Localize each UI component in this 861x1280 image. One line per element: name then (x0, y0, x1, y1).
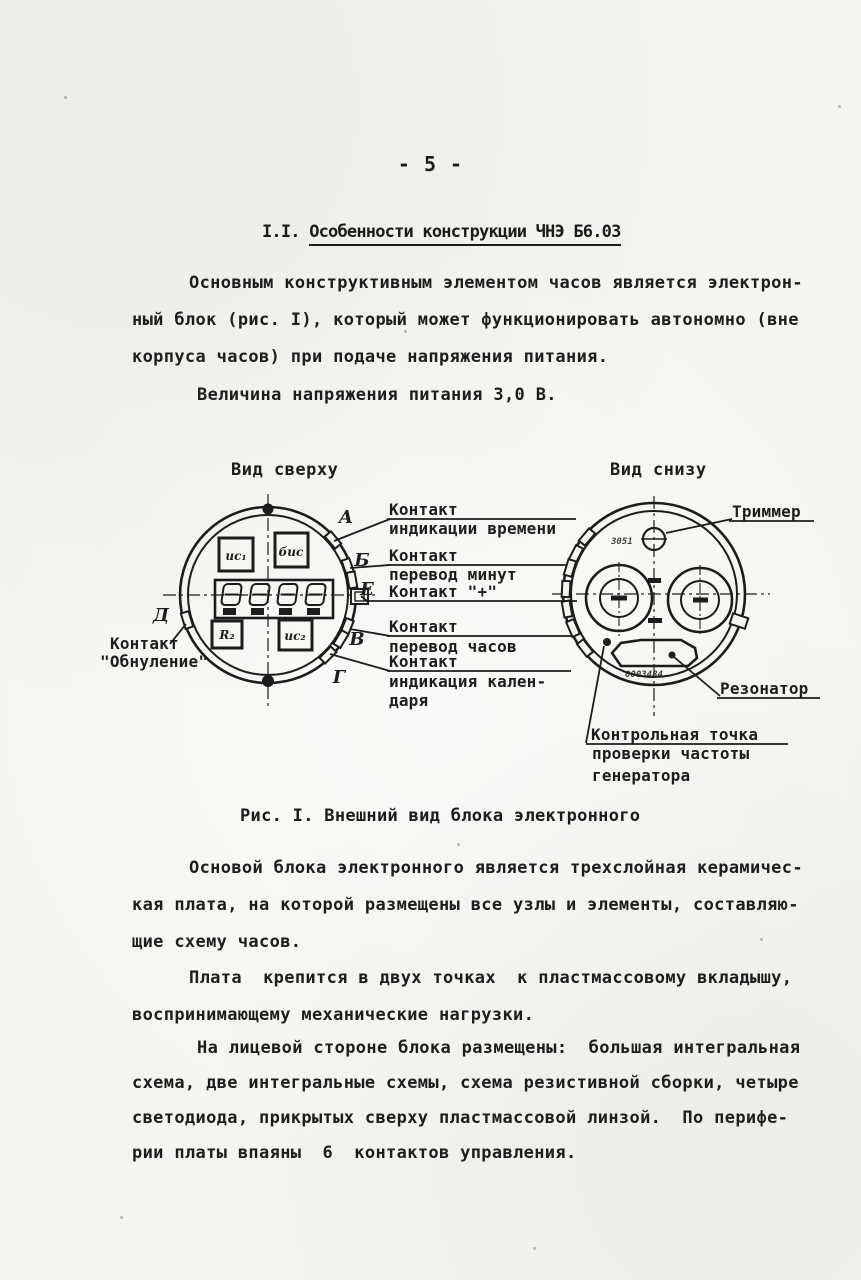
led-display (215, 580, 333, 618)
body-line: корпуса часов) при подаче напряжения питания. (132, 347, 609, 367)
figure-drawing (0, 448, 861, 800)
body-line: кая плата, на которой размещены все узлы и элементы, составляю- (132, 895, 799, 915)
component-label-ic2: ис₂ (284, 629, 306, 643)
display-digits (221, 584, 326, 605)
contact-tick (333, 630, 348, 648)
callout-e-line1: Контакт "+" (389, 582, 498, 601)
callout-control-point-line1: Контрольная точка (591, 725, 759, 744)
contact-tick (577, 639, 593, 657)
contact-tick (562, 581, 571, 597)
marking-top: 3051 (611, 537, 633, 547)
body-line: щие схему часов. (132, 932, 302, 952)
contact-letter-d: Д (152, 605, 170, 626)
callout-control-point-line3: генератора (592, 766, 691, 785)
callout-v-line2: перевод часов (389, 637, 517, 656)
callout-v-line1: Контакт (389, 617, 458, 636)
callout-trimmer: Триммер (732, 502, 801, 521)
contact-tick (730, 613, 749, 628)
scan-speckle (838, 105, 841, 108)
section-number: I.I. (262, 222, 310, 242)
bottom-view-diagram (552, 460, 820, 785)
callout-b-line1: Контакт (389, 546, 458, 565)
contact-letter-v: В (349, 629, 365, 650)
body-line: светодиода, прикрытых сверху пластмассовой линзой. По перифе- (132, 1108, 789, 1128)
control-point-dot (603, 638, 611, 646)
marking-bottom: 0003484 (625, 670, 663, 680)
body-line: ный блок (рис. I), который может функционировать автономно (вне (132, 310, 799, 330)
callout-d-line1: Контакт (110, 634, 179, 653)
battery-contact-left (586, 562, 652, 636)
component-label-ic1: ис₁ (225, 549, 247, 563)
scan-speckle (64, 96, 67, 99)
scan-speckle (760, 938, 763, 941)
body-line: Плата крепится в двух точках к пластмассовому вкладышу, (189, 968, 793, 988)
bottom-view-title: Вид снизу (610, 460, 707, 480)
mount-dot-top (263, 504, 274, 515)
callout-a-line2: индикации времени (389, 519, 557, 538)
page-number: - 5 - (397, 152, 464, 176)
display-day-windows (223, 608, 320, 615)
callout-d-line2: "Обнуление" (100, 652, 209, 671)
contact-tick (562, 600, 573, 617)
contact-letter-e: Е (360, 579, 374, 600)
body-line: На лицевой стороне блока размещены: большая интегральная (197, 1038, 801, 1058)
contact-tick (347, 571, 358, 588)
callout-b-line2: перевод минут (389, 565, 517, 584)
contact-letter-a: А (338, 507, 354, 528)
battery-contact-right (668, 565, 732, 637)
top-view-title: Вид сверху (231, 460, 339, 480)
callout-a-line1: Контакт (389, 500, 458, 519)
scan-speckle (293, 313, 296, 316)
callout-control-point-line2: проверки частоты (592, 744, 750, 763)
top-view-diagram (100, 460, 577, 710)
contact-letter-b: Б (354, 550, 370, 571)
callout-g-line2: индикация кален- (389, 672, 547, 691)
centerline-tick-lower (648, 618, 662, 623)
scan-speckle (533, 1247, 536, 1250)
callout-g-line3: даря (389, 691, 429, 710)
callout-g-line1: Контакт (389, 652, 458, 671)
contact-letter-g: Г (332, 667, 346, 688)
component-label-bis: бис (278, 545, 304, 559)
body-line: Величина напряжения питания 3,0 В. (197, 385, 557, 405)
section-title: Особенности конструкции ЧНЭ Б6.03 (309, 222, 620, 246)
section-heading (262, 222, 621, 242)
body-line: Основным конструктивным элементом часов является электрон- (189, 273, 803, 293)
scan-speckle (120, 1216, 123, 1219)
figure-caption: Рис. I. Внешний вид блока электронного (240, 806, 641, 826)
scan-speckle (457, 843, 460, 846)
scan-speckle (404, 330, 407, 333)
body-line: схема, две интегральные схемы, схема резистивной сборки, четыре (132, 1073, 799, 1093)
component-label-r2: R₂ (219, 628, 235, 642)
callout-resonator: Резонатор (720, 679, 809, 698)
body-line: воспринимающему механические нагрузки. (132, 1005, 535, 1025)
contact-tick (566, 619, 580, 637)
contact-ticks (562, 528, 749, 656)
figure-1 (0, 448, 861, 804)
mount-dot-bottom (262, 675, 274, 687)
contact-tick (181, 611, 193, 629)
body-line: Основой блока электронного является трехслойная керамичес- (189, 858, 803, 878)
centerline-tick-upper (648, 578, 661, 583)
contact-tick (579, 528, 595, 545)
body-line: рии платы впаяны 6 контактов управления. (132, 1143, 577, 1163)
